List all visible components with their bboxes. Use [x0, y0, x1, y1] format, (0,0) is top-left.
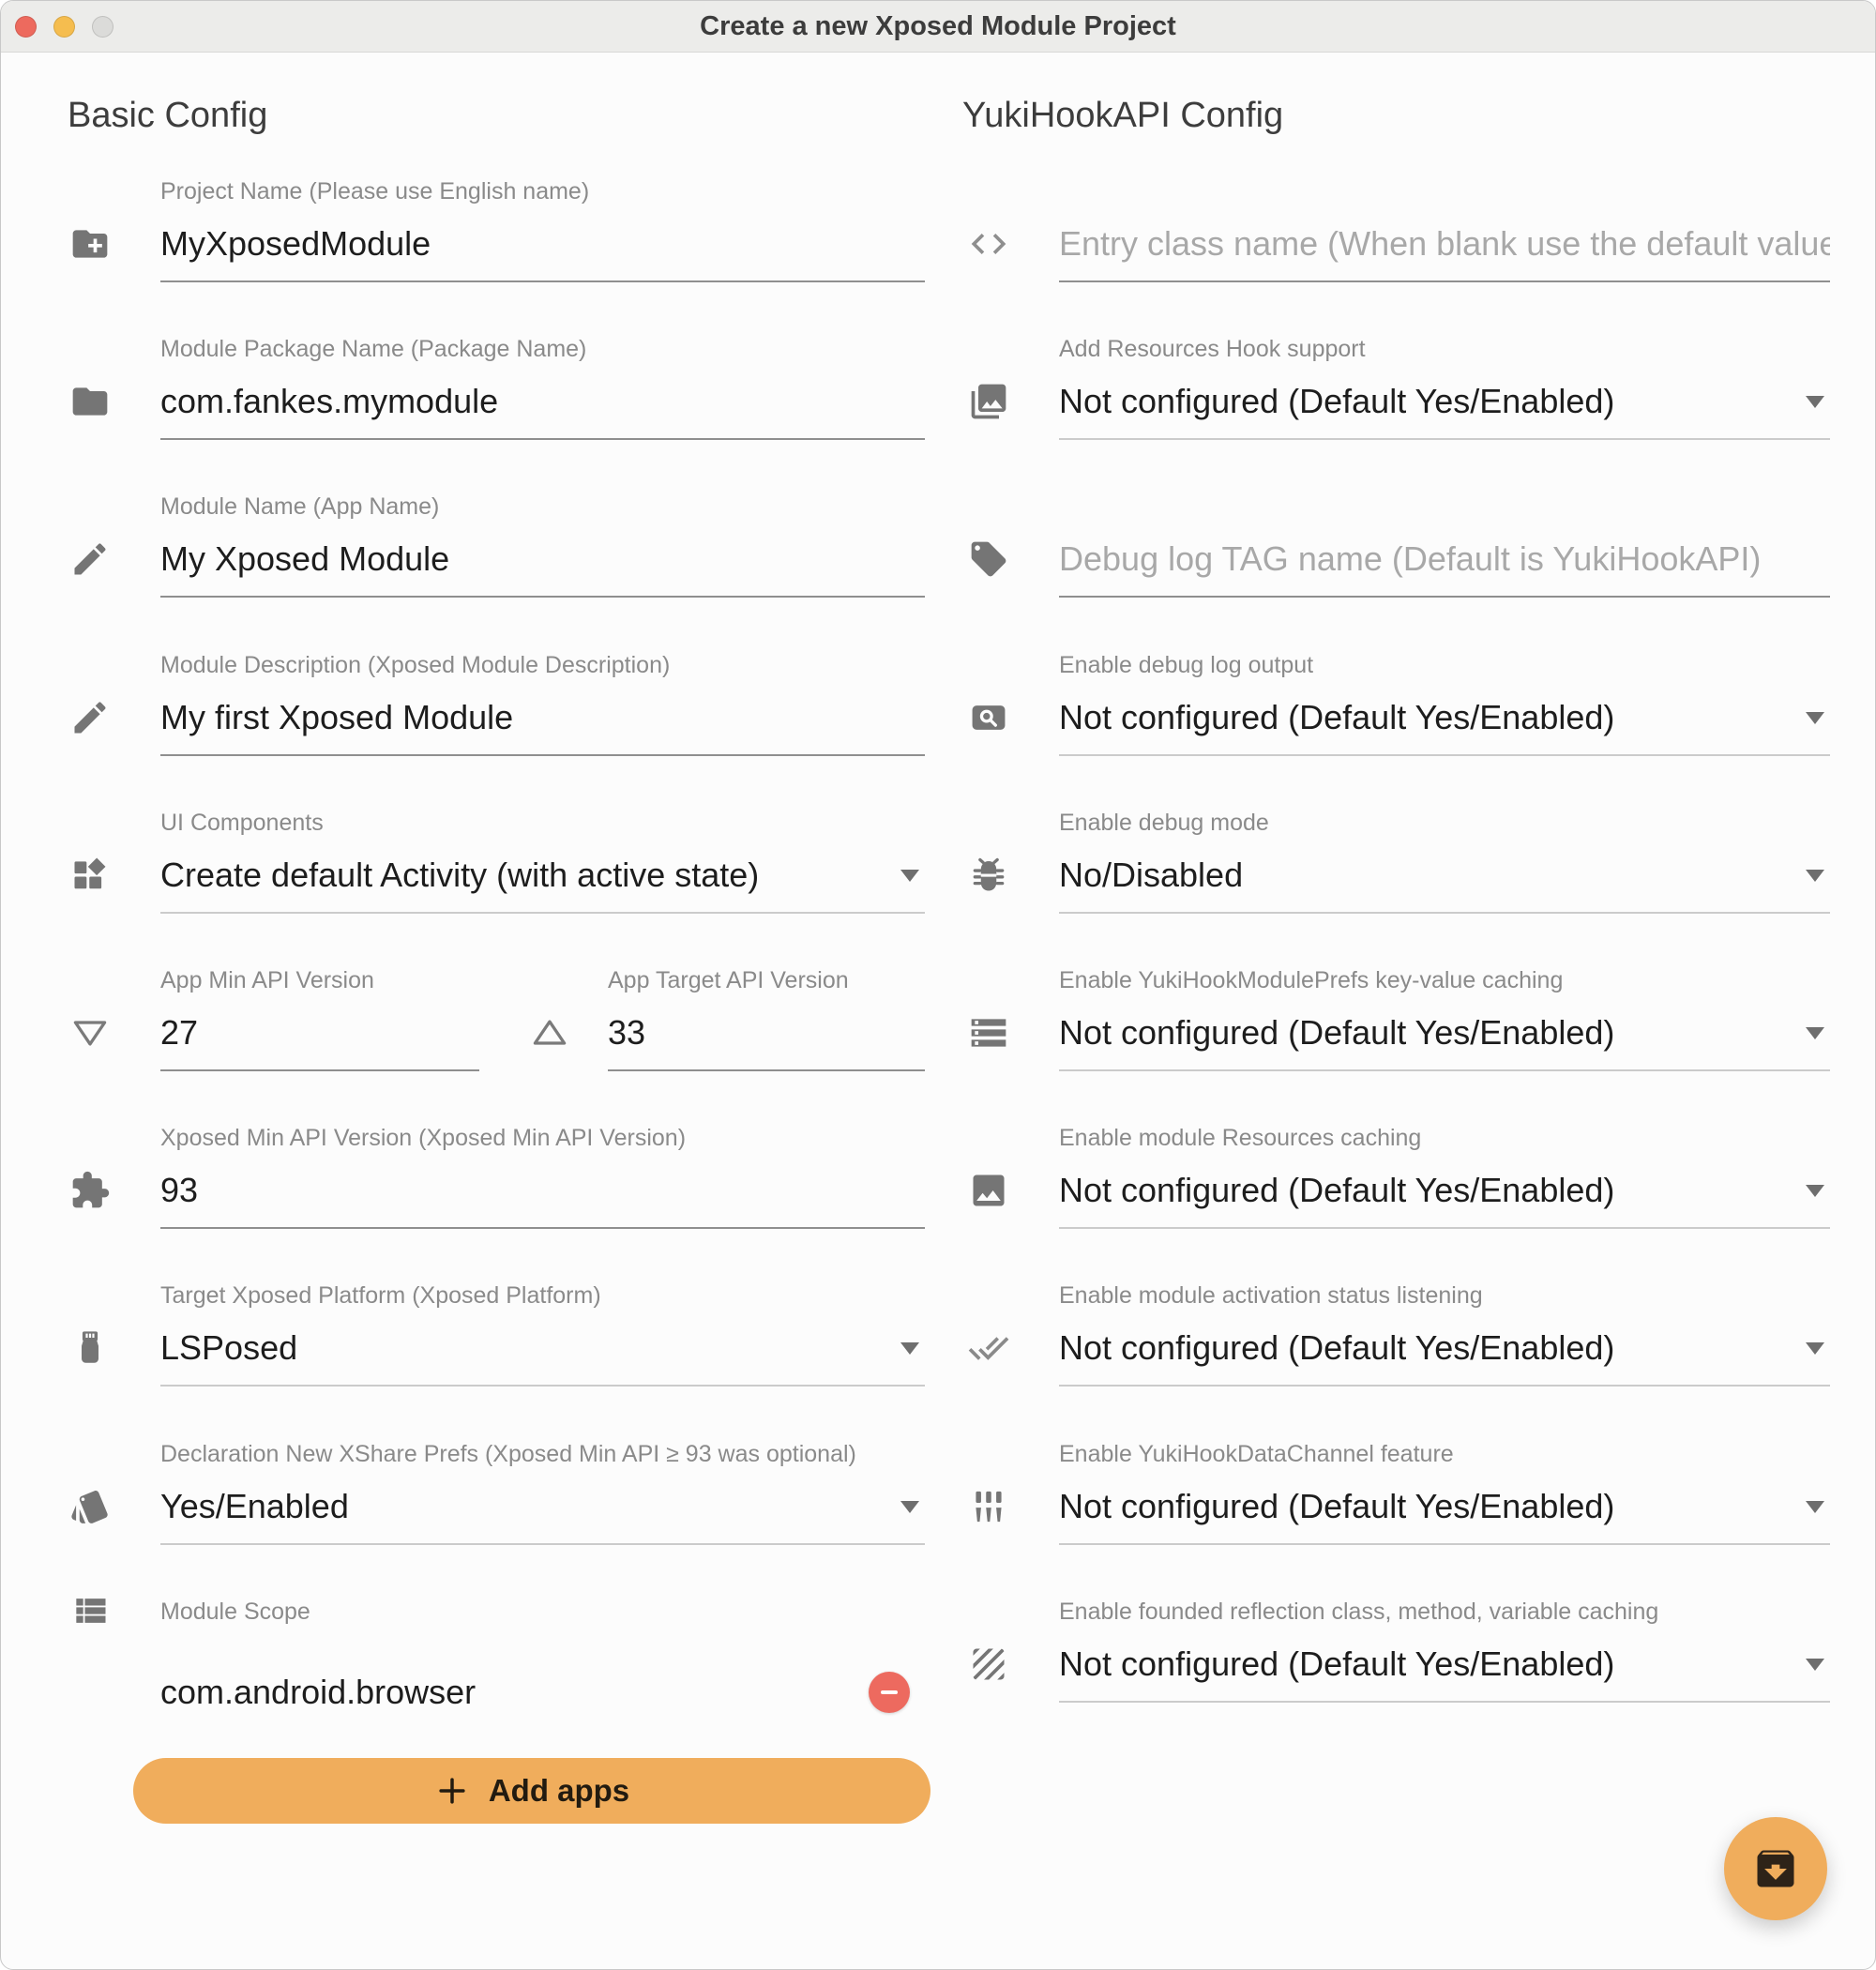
field-label: App Min API Version — [160, 967, 374, 993]
chevron-down-icon — [900, 870, 919, 882]
field-label: Declaration New XShare Prefs (Xposed Min API ≥ 93 was optional) — [160, 1441, 856, 1467]
module-name-field — [68, 491, 925, 598]
entry-class-input[interactable] — [1059, 207, 1830, 280]
activation-listening-field — [962, 1280, 1830, 1387]
window-title: Create a new Xposed Module Project — [700, 10, 1176, 41]
field-label: Enable YukiHookModulePrefs key-value caching — [1059, 967, 1564, 993]
datachannel-select[interactable]: Not configured (Default Yes/Enabled) — [1059, 1470, 1830, 1545]
archive-icon — [1751, 1844, 1800, 1893]
module-name-input[interactable] — [160, 523, 925, 596]
field-label: Add Resources Hook support — [1059, 336, 1366, 362]
app-target-api-input[interactable] — [608, 996, 925, 1069]
moduleprefs-caching-field — [962, 964, 1830, 1071]
entry-class-field — [962, 175, 1830, 282]
save-fab[interactable] — [1724, 1817, 1827, 1920]
resources-caching-select[interactable]: Not configured (Default Yes/Enabled) — [1059, 1154, 1830, 1229]
field-label: Project Name (Please use English name) — [160, 178, 590, 205]
activation-listening-select[interactable]: Not configured (Default Yes/Enabled) — [1059, 1311, 1830, 1387]
xshare-prefs-select[interactable]: Yes/Enabled — [160, 1470, 925, 1545]
module-description-input[interactable] — [160, 681, 925, 754]
module-scope-field — [68, 1596, 925, 1808]
search-icon — [968, 697, 1009, 738]
debug-log-field — [962, 649, 1830, 756]
xposed-min-api-field — [68, 1122, 925, 1229]
module-description-field — [68, 649, 925, 756]
tag-icon — [968, 538, 1009, 580]
field-label: Target Xposed Platform (Xposed Platform) — [160, 1282, 601, 1309]
field-label: Module Name (App Name) — [160, 493, 440, 520]
project-name-input[interactable] — [160, 207, 925, 280]
ui-components-field — [68, 807, 925, 914]
chevron-down-icon — [1806, 1501, 1824, 1513]
chevron-down-icon — [1806, 1027, 1824, 1039]
done-all-icon — [968, 1327, 1009, 1369]
remove-app-button[interactable] — [869, 1672, 910, 1713]
code-icon — [968, 223, 1009, 265]
moduleprefs-caching-select[interactable]: Not configured (Default Yes/Enabled) — [1059, 996, 1830, 1071]
xshare-prefs-field — [68, 1438, 925, 1545]
scope-app-item: com.android.browser — [160, 1673, 477, 1711]
field-label: Module Package Name (Package Name) — [160, 336, 587, 362]
usb-drive-icon — [69, 1327, 111, 1369]
package-name-input[interactable] — [160, 365, 925, 438]
add-apps-label: Add apps — [488, 1773, 630, 1808]
xposed-platform-field — [68, 1280, 925, 1387]
bug-icon — [968, 855, 1009, 896]
tune-icon — [968, 1486, 1009, 1527]
minus-icon — [881, 1690, 898, 1694]
app-min-api-input[interactable] — [160, 996, 479, 1069]
chevron-down-icon — [1806, 396, 1824, 408]
edit-icon — [69, 697, 111, 738]
module-scope-label: Module Scope — [160, 1599, 310, 1625]
resources-caching-field — [962, 1122, 1830, 1229]
storage-icon — [968, 1012, 1009, 1053]
yukihook-config-column — [962, 1, 1830, 1969]
field-label: App Target API Version — [608, 967, 849, 993]
scope-app-row — [160, 1657, 925, 1728]
field-label: Module Description (Xposed Module Description) — [160, 652, 671, 678]
debug-tag-field — [962, 491, 1830, 598]
texture-icon — [968, 1644, 1009, 1685]
image-icon — [968, 1170, 1009, 1211]
app-target-api-field — [517, 964, 925, 1071]
resources-hook-select[interactable]: Not configured (Default Yes/Enabled) — [1059, 365, 1830, 440]
triangle-up-icon — [529, 1012, 570, 1053]
field-label: Enable YukiHookDataChannel feature — [1059, 1441, 1454, 1467]
resources-hook-field — [962, 333, 1830, 440]
chevron-down-icon — [1806, 870, 1824, 882]
reflection-caching-field — [962, 1596, 1830, 1703]
field-label: Enable founded reflection class, method, variable caching — [1059, 1599, 1659, 1625]
chevron-down-icon — [1806, 712, 1824, 724]
plus-icon — [434, 1773, 470, 1809]
debug-tag-input[interactable] — [1059, 523, 1830, 596]
debug-mode-field — [962, 807, 1830, 914]
debug-log-select[interactable]: Not configured (Default Yes/Enabled) — [1059, 681, 1830, 756]
triangle-down-icon — [69, 1012, 111, 1053]
list-icon — [69, 1590, 111, 1631]
package-name-field — [68, 333, 925, 440]
field-label: Xposed Min API Version (Xposed Min API Version) — [160, 1125, 687, 1151]
project-name-field — [68, 175, 925, 282]
chevron-down-icon — [900, 1501, 919, 1513]
xposed-min-api-input[interactable] — [160, 1154, 925, 1227]
add-apps-button[interactable] — [133, 1758, 930, 1824]
field-label: Enable debug log output — [1059, 652, 1314, 678]
basic-config-heading: Basic Config — [68, 96, 268, 135]
dashboard-icon — [69, 855, 111, 896]
photo-library-icon — [968, 381, 1009, 422]
xposed-platform-select[interactable]: LSPosed — [160, 1311, 925, 1387]
debug-mode-select[interactable]: No/Disabled — [1059, 839, 1830, 914]
field-label: UI Components — [160, 810, 324, 836]
basic-config-column — [68, 1, 925, 1969]
ui-components-select[interactable]: Create default Activity (with active state) — [160, 839, 925, 914]
style-icon — [69, 1486, 111, 1527]
folder-icon — [69, 381, 111, 422]
reflection-caching-select[interactable]: Not configured (Default Yes/Enabled) — [1059, 1628, 1830, 1703]
edit-icon — [69, 538, 111, 580]
datachannel-field — [962, 1438, 1830, 1545]
chevron-down-icon — [1806, 1185, 1824, 1197]
create-new-folder-icon — [69, 223, 111, 265]
yukihook-config-heading: YukiHookAPI Config — [962, 96, 1284, 135]
chevron-down-icon — [900, 1342, 919, 1355]
field-label: Enable module activation status listening — [1059, 1282, 1483, 1309]
app-min-api-field — [68, 964, 479, 1071]
field-label: Enable module Resources caching — [1059, 1125, 1422, 1151]
field-label: Enable debug mode — [1059, 810, 1269, 836]
chevron-down-icon — [1806, 1659, 1824, 1671]
chevron-down-icon — [1806, 1342, 1824, 1355]
close-button[interactable] — [15, 16, 37, 38]
extension-icon — [69, 1170, 111, 1211]
